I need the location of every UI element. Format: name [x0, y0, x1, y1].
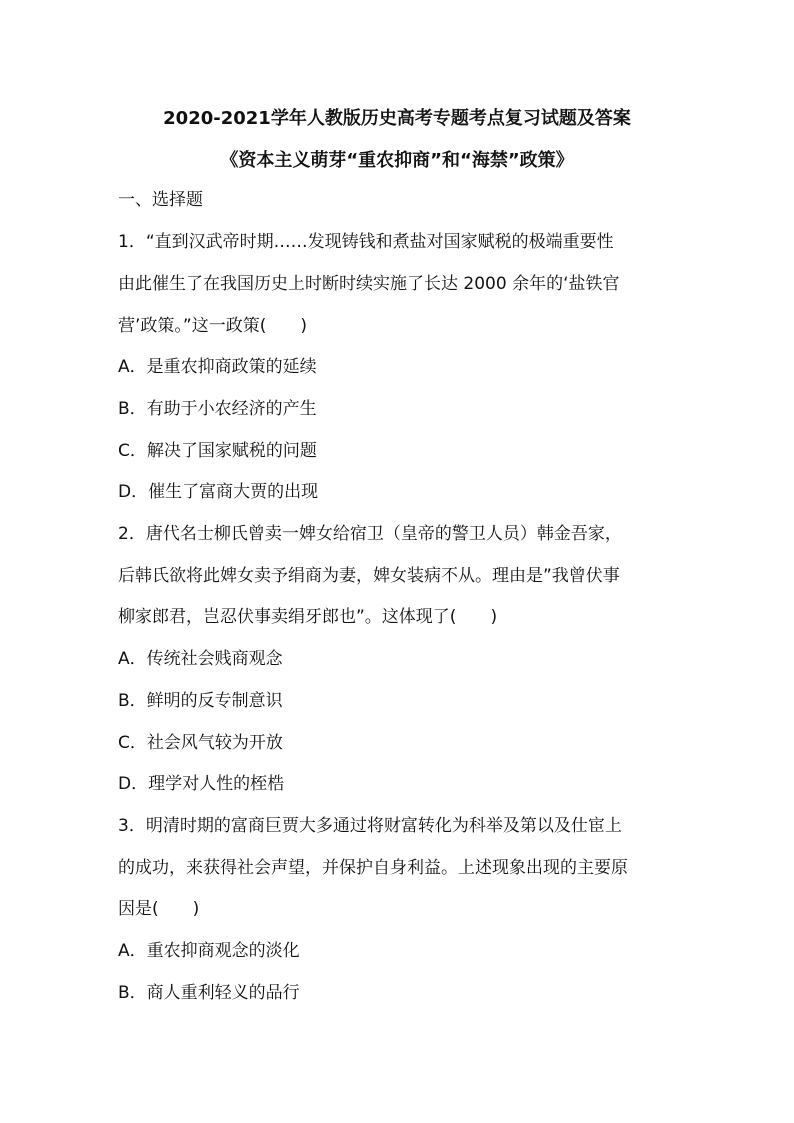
question-2-option-a: A．传统社会贱商观念: [118, 649, 283, 669]
question-3-stem-line-2: 的成功，来获得社会声望，并保护自身利益。上述现象出现的主要原: [118, 858, 628, 878]
question-1-option-b: B．有助于小农经济的产生: [118, 399, 317, 419]
question-3-option-a: A．重农抑商观念的淡化: [118, 941, 300, 961]
question-3-stem-line-1: 3．明清时期的富商巨贾大多通过将财富转化为科举及第以及仕宦上: [118, 816, 622, 836]
question-2-stem-line-3: 柳家郎君，岂忍伏事卖绢牙郎也”。这体现了( ): [118, 607, 498, 627]
question-3-option-b: B．商人重利轻义的品行: [118, 983, 300, 1003]
question-1-stem-line-3: 营’政策。”这一政策( ): [118, 316, 307, 336]
question-1-option-d: D．催生了富商大贾的出现: [118, 482, 319, 502]
question-2-option-b: B．鲜明的反专制意识: [118, 691, 283, 711]
question-2-stem-line-1: 2．唐代名士柳氏曾卖一婢女给宿卫（皇帝的警卫人员）韩金吾家，: [118, 524, 622, 544]
question-3-stem-line-3: 因是( ): [118, 899, 200, 919]
question-2-stem-line-2: 后韩氏欲将此婢女卖予绢商为妻，婢女装病不从。理由是”我曾伏事: [118, 566, 620, 586]
question-1-option-c: C．解决了国家赋税的问题: [118, 441, 317, 461]
question-2-option-d: D．理学对人性的桎梏: [118, 774, 285, 794]
document-subtitle: 《资本主义萌芽“重农抑商”和“海禁”政策》: [220, 150, 574, 171]
question-1-option-a: A．是重农抑商政策的延续: [118, 357, 317, 377]
question-2-option-c: C．社会风气较为开放: [118, 733, 283, 753]
question-1-stem-line-2: 由此催生了在我国历史上时断时续实施了长达 2000 余年的‘盐铁官: [118, 274, 620, 294]
question-1-stem-line-1: 1．“直到汉武帝时期……发现铸钱和煮盐对国家赋税的极端重要性: [118, 232, 614, 252]
document-title: 2020-2021学年人教版历史高考专题考点复习试题及答案: [163, 108, 631, 129]
section-heading: 一、选择题: [118, 190, 203, 210]
